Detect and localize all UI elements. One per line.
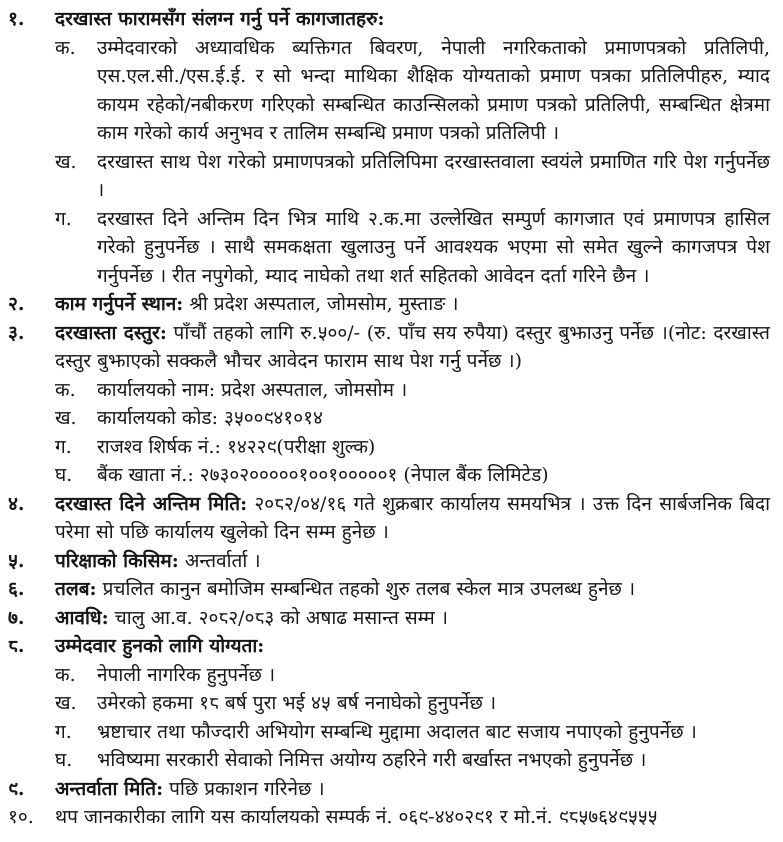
sub-item bbox=[55, 34, 770, 148]
sub-item-text: उमेरको हकमा १८ बर्ष पुरा भई ४५ बर्ष ननाघेको हुनुपर्नेछ । bbox=[97, 692, 497, 714]
sub-item bbox=[55, 433, 770, 462]
sub-item-letter: ख. bbox=[55, 150, 77, 173]
list-item-application-fee bbox=[8, 319, 770, 490]
item-body bbox=[55, 547, 770, 576]
item-body bbox=[55, 319, 770, 490]
item-body bbox=[55, 490, 770, 547]
sub-item bbox=[55, 148, 770, 205]
sub-item-letter: घ. bbox=[55, 464, 73, 486]
item-number: ४. bbox=[8, 492, 25, 515]
item-text: श्री प्रदेश अस्पताल, जोमसोम, मुस्ताङ । bbox=[189, 293, 459, 315]
item-body bbox=[55, 632, 770, 775]
list-item-exam-type bbox=[8, 547, 770, 576]
sub-item-text: भ्रष्टाचार तथा फौज्दारी अभियोग सम्बन्धि मुद्दामा अदालत बाट सजाय नपाएको हुनुपर्नेछ । bbox=[97, 720, 697, 743]
item-body bbox=[55, 290, 770, 319]
list-item-documents-required bbox=[8, 5, 770, 290]
list-item-interview-date bbox=[8, 775, 770, 804]
sub-item bbox=[55, 404, 770, 433]
sub-item-letter: ख. bbox=[55, 407, 77, 429]
item-number: ६. bbox=[8, 578, 25, 600]
item-text: अन्तर्वार्ता । bbox=[184, 549, 261, 572]
sub-item-letter: क. bbox=[55, 36, 76, 59]
sub-item-text: उम्मेदवारको अध्यावधिक ब्यक्तिगत बिवरण, नेपाली नगरिकताको प्रमाणपत्रको प्रतिलिपी, एस.एल.सी./एस.ई.ई. र सो भन्दा माथिका शैक्षिक योग्यताको प्रमाण पत्रका प्रतिलिपीहरु, म्याद कायम रहेको/नबीकरण गरिएको सम्बन्धित काउन्सिलको प्रमाण पत्रको प्रतिलिपी, सम्बन्धित क्षेत्रमा काम गरेको कार्य अनुभव र तालिम सम्बन्धि प्रमाण पत्रको प्रतिलिपी । bbox=[97, 36, 770, 144]
list-item-contact-info bbox=[8, 803, 770, 832]
item-title: उम्मेदवार हुनको लागि योग्यता: bbox=[55, 635, 265, 657]
item-body bbox=[55, 803, 770, 832]
sub-item bbox=[55, 461, 770, 490]
item-title: आवधि: bbox=[55, 606, 109, 629]
item-number: २. bbox=[8, 293, 25, 315]
item-number: ८. bbox=[8, 635, 25, 657]
item-text: २०८२/०४/१६ गते शुक्रबार कार्यालय समयभित्र । उक्त दिन सार्बजनिक बिदा परेमा सो पछि कार्यालय खुलेको दिन सम्म हुनेछ । bbox=[55, 492, 770, 543]
sub-item bbox=[55, 661, 770, 690]
sub-item-letter: ख. bbox=[55, 692, 77, 714]
item-title: काम गर्नुपर्ने स्थान: bbox=[55, 293, 184, 315]
sub-item-text: दरखास्त साथ पेश गरेको प्रमाणपत्रको प्रतिलिपिमा दरखास्तवाला स्वयंले प्रमाणित गरि पेश गर्नुपर्नेछ । bbox=[97, 150, 770, 201]
sub-item-letter: क. bbox=[55, 378, 76, 401]
item-text: पछि प्रकाशन गरिनेछ । bbox=[169, 777, 325, 800]
item-body bbox=[55, 575, 770, 604]
sub-item-letter: ग. bbox=[55, 207, 72, 230]
sub-item bbox=[55, 205, 770, 291]
sub-item bbox=[55, 376, 770, 405]
item-title: तलब: bbox=[55, 578, 97, 600]
sub-item-letter: ग. bbox=[55, 435, 72, 458]
sub-item-letter: घ. bbox=[55, 749, 73, 771]
item-title: परिक्षाको किसिम: bbox=[55, 549, 179, 572]
sub-item-letter: क. bbox=[55, 663, 76, 686]
sub-item-text: दरखास्त दिने अन्तिम दिन भित्र माथि २.क.मा उल्लेखित सम्पुर्ण कागजात एवं प्रमाणपत्र हासिल गरेको हुनुपर्नेछ । साथै समकक्षता खुलाउनु पर्ने आवश्यक भएमा सो समेत खुल्ने कागजपत्र पेश गर्नुपर्नेछ । रीत नपुगेको, म्याद नाघेको तथा शर्त सहितको आवेदन दर्ता गरिने छैन । bbox=[97, 207, 770, 287]
sub-item-text: कार्यालयको कोड: ३५००९४१०१४ bbox=[97, 407, 323, 429]
sub-item-letter: ग. bbox=[55, 720, 72, 743]
item-title: दरखास्त दिने अन्तिम मिति: bbox=[55, 492, 248, 515]
sub-item-text: बैंक खाता नं.: २७३०२०००००१००१०००००१ (नेपाल बैंक लिमिटेड) bbox=[97, 464, 549, 486]
sub-item bbox=[55, 718, 770, 747]
item-body bbox=[55, 5, 770, 290]
item-number: ५. bbox=[8, 549, 25, 572]
list-item-eligibility bbox=[8, 632, 770, 775]
item-title: अन्तर्वाता मिति: bbox=[55, 777, 164, 800]
item-number: १. bbox=[8, 8, 25, 30]
sub-item bbox=[55, 689, 770, 718]
item-title: दरखास्ता दस्तुर: bbox=[55, 321, 167, 344]
sub-item-text: राजश्व शिर्षक नं.: १४२२९(परीक्षा शुल्क) bbox=[97, 435, 376, 458]
list-item-duration bbox=[8, 604, 770, 633]
list-item-salary bbox=[8, 575, 770, 604]
item-body bbox=[55, 775, 770, 804]
list-item-deadline bbox=[8, 490, 770, 547]
item-text: चालु आ.व. २०८२/०८३ को अषाढ मसान्त सम्म । bbox=[114, 606, 448, 629]
item-text: थप जानकारीका लागि यस कार्यालयको सम्पर्क नं. ०६९-४४०२९१ र मो.नं. ९८५७६४९५५५ bbox=[55, 806, 658, 828]
item-number: ३. bbox=[8, 321, 25, 344]
item-text: पाँचौं तहको लागि रु.५००/- (रु. पाँच सय रुपैया) दस्तुर बुझाउनु पर्नेछ ।(नोट: दरखास्त दस्तुर बुझाएको सक्कलै भौचर आवेदन फाराम साथ पेश गर्नु पर्नेछ ।) bbox=[55, 321, 770, 372]
item-body bbox=[55, 604, 770, 633]
item-title: दरखास्त फारामसँग संलग्न गर्नु पर्ने कागजातहरु: bbox=[55, 8, 385, 30]
list-item-work-location bbox=[8, 290, 770, 319]
sub-item-text: भविष्यमा सरकारी सेवाको निमित्त अयोग्य ठहरिने गरी बर्खास्त नभएको हुनुपर्नेछ । bbox=[97, 749, 647, 771]
sub-item-text: कार्यालयको नाम: प्रदेश अस्पताल, जोमसोम । bbox=[97, 378, 408, 401]
item-number: ७. bbox=[8, 606, 25, 629]
sub-item bbox=[55, 746, 770, 775]
sub-item-text: नेपाली नागरिक हुनुपर्नेछ । bbox=[97, 663, 276, 686]
item-number: ९. bbox=[8, 777, 25, 800]
item-number: १०. bbox=[8, 806, 34, 828]
item-text: प्रचलित कानुन बमोजिम सम्बन्धित तहको शुरु तलब स्केल मात्र उपलब्ध हुनेछ । bbox=[102, 578, 636, 600]
